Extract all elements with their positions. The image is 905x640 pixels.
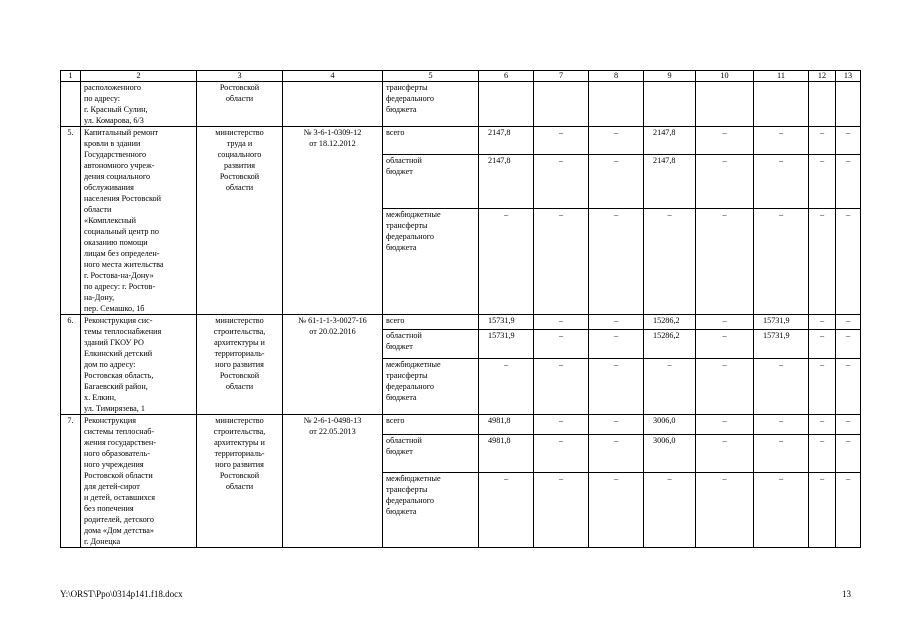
continuation-row (61, 82, 861, 127)
funding-source-cell: областной бюджет (383, 330, 479, 359)
value-cell: – (644, 473, 696, 548)
value-cell (754, 82, 809, 127)
col-number-cell: 11 (754, 71, 809, 82)
organization-cell: Ростовской области (197, 82, 283, 127)
value-cell: – (809, 473, 836, 548)
col-number-cell: 6 (479, 71, 534, 82)
value-cell (644, 82, 696, 127)
funding-source-cell: всего (383, 415, 479, 435)
value-cell: – (809, 330, 836, 359)
value-cell: – (534, 434, 589, 472)
value-cell: – (836, 358, 861, 414)
organization-cell: министерство строительства, архитектуры и территориаль- ного развития Ростовской области (197, 415, 283, 548)
value-cell: – (534, 415, 589, 435)
value-cell: – (809, 209, 836, 315)
col-number-cell: 10 (696, 71, 754, 82)
table-row (61, 415, 861, 435)
value-cell: – (589, 315, 644, 330)
col-number-cell: 12 (809, 71, 836, 82)
value-cell: – (589, 155, 644, 209)
value-cell: – (809, 127, 836, 155)
col-number-cell: 4 (283, 71, 383, 82)
value-cell: – (754, 155, 809, 209)
table-row (61, 127, 861, 155)
document-cell: № 3-6-1-0309-12 от 18.12.2012 (283, 127, 383, 315)
value-cell: – (809, 358, 836, 414)
value-cell: – (589, 434, 644, 472)
funding-source-cell: всего (383, 315, 479, 330)
value-cell: – (696, 330, 754, 359)
value-cell: – (534, 127, 589, 155)
value-cell: – (836, 127, 861, 155)
value-cell: – (696, 434, 754, 472)
value-cell: – (534, 473, 589, 548)
value-cell: – (754, 473, 809, 548)
footer-file-path: Y:\ORST\Ppo\0314p141.f18.docx (60, 589, 183, 599)
value-cell: – (534, 209, 589, 315)
value-cell: – (696, 315, 754, 330)
funding-source-cell: областной бюджет (383, 434, 479, 472)
value-cell: – (696, 209, 754, 315)
value-cell: 2147,8 (479, 155, 534, 209)
value-cell: 3006,0 (644, 434, 696, 472)
col-number-cell: 13 (836, 71, 861, 82)
value-cell: – (836, 473, 861, 548)
value-cell: – (589, 330, 644, 359)
value-cell: – (534, 155, 589, 209)
col-number-cell: 2 (81, 71, 197, 82)
value-cell: – (589, 127, 644, 155)
value-cell: – (836, 209, 861, 315)
value-cell: – (836, 315, 861, 330)
funding-source-cell: межбюджетные трансферты федерального бюджета (383, 209, 479, 315)
organization-cell: министерство строительства, архитектуры и территориаль- ного развития Ростовской области (197, 315, 283, 415)
value-cell: – (836, 415, 861, 435)
object-name-cell: Реконструкция системы теплоснаб- жения государствен- ного образователь- ного учреждения Ростовской области для детей-сирот и детей, оставшихся без попечения родителей, детского дома «Дом детства» г. Донецка (81, 415, 197, 548)
value-cell: – (589, 415, 644, 435)
value-cell (479, 82, 534, 127)
value-cell: 3006,0 (644, 415, 696, 435)
value-cell: 2147,8 (644, 155, 696, 209)
col-number-cell: 5 (383, 71, 479, 82)
value-cell: 2147,8 (479, 127, 534, 155)
col-number-cell: 8 (589, 71, 644, 82)
value-cell: 15286,2 (644, 330, 696, 359)
value-cell: 15731,9 (754, 330, 809, 359)
value-cell: – (534, 358, 589, 414)
value-cell: – (534, 330, 589, 359)
value-cell: – (696, 358, 754, 414)
funding-source-cell: всего (383, 127, 479, 155)
value-cell: – (754, 358, 809, 414)
col-number-cell: 7 (534, 71, 589, 82)
value-cell: – (644, 209, 696, 315)
funding-source-cell: межбюджетные трансферты федерального бюджета (383, 473, 479, 548)
row-number-cell (61, 82, 81, 127)
object-name-cell: Реконструкция сис- темы теплоснабжения зданий ГКОУ РО Елкинский детский дом по адресу: Ростовская область, Багаевский район, х. Елкин, ул. Тимирязева, 1 (81, 315, 197, 415)
value-cell: – (809, 415, 836, 435)
row-number-cell: 5. (61, 127, 81, 315)
value-cell (809, 82, 836, 127)
value-cell: – (836, 434, 861, 472)
value-cell: – (479, 209, 534, 315)
value-cell: – (644, 358, 696, 414)
value-cell: – (754, 434, 809, 472)
value-cell: – (809, 155, 836, 209)
value-cell: – (696, 473, 754, 548)
object-name-cell: расположенного по адресу: г. Красный Сулин, ул. Комарова, 6/3 (81, 82, 197, 127)
value-cell: – (754, 415, 809, 435)
value-cell: – (836, 155, 861, 209)
document-cell (283, 82, 383, 127)
column-number-row (61, 71, 861, 82)
value-cell: – (479, 358, 534, 414)
organization-cell: министерство труда и социального развития Ростовской области (197, 127, 283, 315)
value-cell: – (754, 127, 809, 155)
col-number-cell: 1 (61, 71, 81, 82)
value-cell: – (589, 358, 644, 414)
value-cell: – (589, 209, 644, 315)
value-cell (836, 82, 861, 127)
funding-source-cell: областной бюджет (383, 155, 479, 209)
page-number: 13 (842, 589, 851, 599)
funding-source-cell: трансферты федерального бюджета (383, 82, 479, 127)
value-cell: 4981,8 (479, 415, 534, 435)
value-cell: – (696, 155, 754, 209)
value-cell (696, 82, 754, 127)
value-cell: – (809, 434, 836, 472)
value-cell: 15731,9 (754, 315, 809, 330)
value-cell: 4981,8 (479, 434, 534, 472)
value-cell: – (589, 473, 644, 548)
value-cell: – (696, 415, 754, 435)
col-number-cell: 3 (197, 71, 283, 82)
row-number-cell: 6. (61, 315, 81, 415)
value-cell (534, 82, 589, 127)
row-number-cell: 7. (61, 415, 81, 548)
value-cell: 15286,2 (644, 315, 696, 330)
document-table (60, 70, 861, 548)
value-cell: – (534, 315, 589, 330)
value-cell: – (696, 127, 754, 155)
value-cell: 2147,8 (644, 127, 696, 155)
value-cell: – (754, 209, 809, 315)
document-cell: № 61-1-1-3-0027-16 от 20.02.2016 (283, 315, 383, 415)
funding-source-cell: межбюджетные трансферты федерального бюджета (383, 358, 479, 414)
value-cell: 15731,9 (479, 315, 534, 330)
col-number-cell: 9 (644, 71, 696, 82)
object-name-cell: Капитальный ремонт кровли в здании Государственного автономного учреж- дения социального обслуживания населения Ростовской области «Комплексный социальный центр по оказанию помощи лицам без определен- ного места жительства г. Ростова-на-Дону» по адресу: г. Ростов- на-Дону, пер. Семашко, 1б (81, 127, 197, 315)
value-cell: 15731,9 (479, 330, 534, 359)
value-cell: – (836, 330, 861, 359)
table-row (61, 315, 861, 330)
value-cell: – (479, 473, 534, 548)
value-cell (589, 82, 644, 127)
value-cell: – (809, 315, 836, 330)
document-cell: № 2-6-1-0498-13 от 22.05.2013 (283, 415, 383, 548)
